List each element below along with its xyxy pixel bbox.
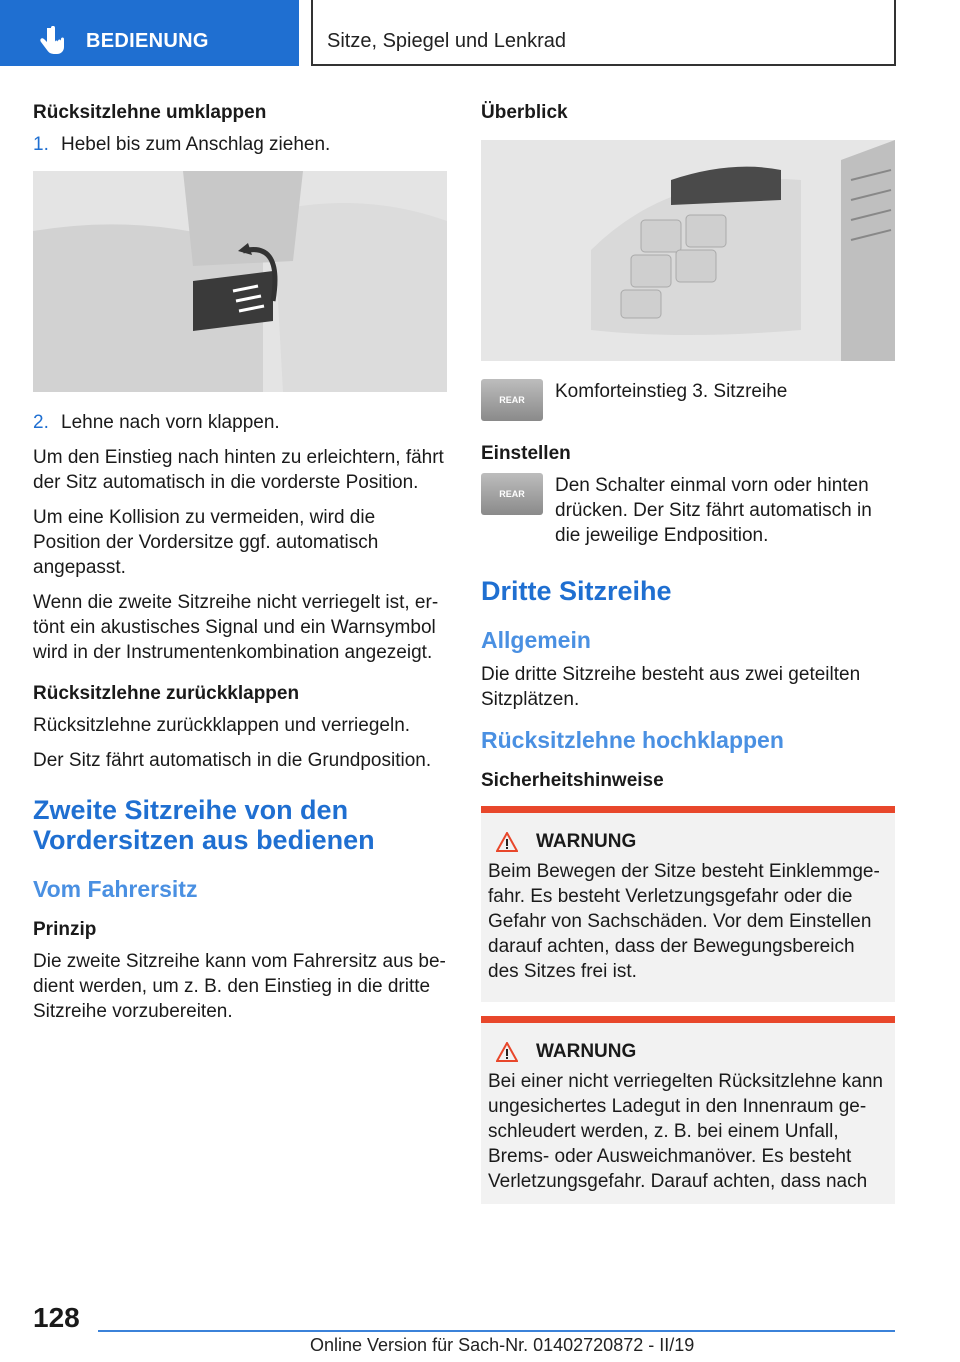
step-text: Hebel bis zum Anschlag ziehen. [61,134,331,155]
warning-title: WARNUNG [536,831,637,852]
warning-box [481,806,895,1002]
icon-row-komfort [481,379,895,421]
subsection-heading: Vom Fahrersitz [33,876,198,902]
paragraph: Die zweite Sitzreihe kann vom Fahrersitz aus be- dient werden, um z. B. den Einstieg in die dritte Sitzreihe vorzubereiten. [33,951,446,1022]
door-switch-illustration [481,140,895,361]
step-text: Lehne nach vorn klappen. [61,412,280,433]
paragraph: Um eine Kollision zu vermeiden, wird die Position der Vordersitze ggf. automatisch angepasst. [33,507,379,578]
left-column [33,102,447,1034]
heading-einstellen: Einstellen [481,443,571,464]
icon-caption: Den Schalter einmal vorn oder hinten drücken. Der Sitz fährt automatisch in die jeweilige Endposition. [555,475,872,546]
rear-switch-icon [481,379,543,421]
section-heading: Dritte Sitzreihe [481,576,672,606]
paragraph: Rücksitzlehne zurückklappen und verriegeln. [33,715,411,736]
section-label: BEDIENUNG [86,30,209,52]
heading-sicherheitshinweise: Sicherheitshinweise [481,770,664,791]
heading-zurueckklappen: Rücksitzlehne zurückklappen [33,683,300,704]
subsection-heading: Allgemein [481,627,591,653]
paragraph: Die dritte Sitzreihe besteht aus zwei geteilten Sitzplätzen. [481,664,861,710]
step-number: 2. [33,412,49,433]
seat-lever-illustration [33,171,447,392]
heading-prinzip: Prinzip [33,919,97,940]
footer-divider [98,1330,895,1332]
warning-triangle-icon [496,832,518,852]
page-number: 128 [33,1302,80,1333]
icon-caption: Komforteinstieg 3. Sitzreihe [555,381,788,402]
warning-text: Bei einer nicht verriegelten Rücksitzlehne kann ungesichertes Ladegut in den Innenraum ge- schleudert werden, z. B. bei einem Unfall, Brems- oder Ausweichmanöver. Es besteht Verletzungsgefahr. Darauf achten, dass nach [488,1071,883,1192]
footer-text: Online Version für Sach-Nr. 01402720872 - II/19 [310,1335,695,1355]
warning-title: WARNUNG [536,1041,637,1062]
paragraph: Der Sitz fährt automatisch in die Grundposition. [33,750,432,771]
warning-title-row [488,831,887,853]
paragraph: Wenn die zweite Sitzreihe nicht verriegelt ist, er- tönt ein akustisches Signal und ein Warnsymbol wird in der Instrumentenkombination angezeigt. [33,592,439,663]
right-column [481,102,895,1214]
heading-ueberblick: Überblick [481,102,568,123]
heading-umklappen: Rücksitzlehne umklappen [33,102,267,123]
subsection-heading: Rücksitzlehne hochklappen [481,727,784,753]
step-number: 1. [33,134,49,155]
door-switch-photo [481,140,895,361]
warning-text: Beim Bewegen der Sitze besteht Einklemmge- fahr. Es besteht Verletzungsgefahr oder die Gefahr von Sachschäden. Vor dem Einstellen darauf achten, dass der Bewegungsbereich des Sitzes frei ist. [488,861,880,982]
seat-lever-photo [33,171,447,392]
section-heading: Zweite Sitzreihe von den Vordersitzen aus bedienen [33,795,375,855]
switch-label: REAR [499,395,525,405]
chapter-title: Sitze, Spiegel und Lenkrad [327,30,567,52]
hand-pointer-icon [38,26,66,56]
step-2 [33,410,447,435]
switch-label: REAR [499,489,525,499]
warning-box [481,1016,895,1204]
rear-switch-icon [481,473,543,515]
section-tab[interactable] [0,0,299,66]
warning-title-row [488,1041,887,1063]
step-1 [33,132,447,157]
paragraph: Um den Einstieg nach hinten zu erleichtern, fährt der Sitz automatisch in die vorderste Position. [33,447,444,493]
warning-triangle-icon [496,1042,518,1062]
chapter-title-box [311,0,896,66]
icon-row-einstellen [481,473,895,548]
